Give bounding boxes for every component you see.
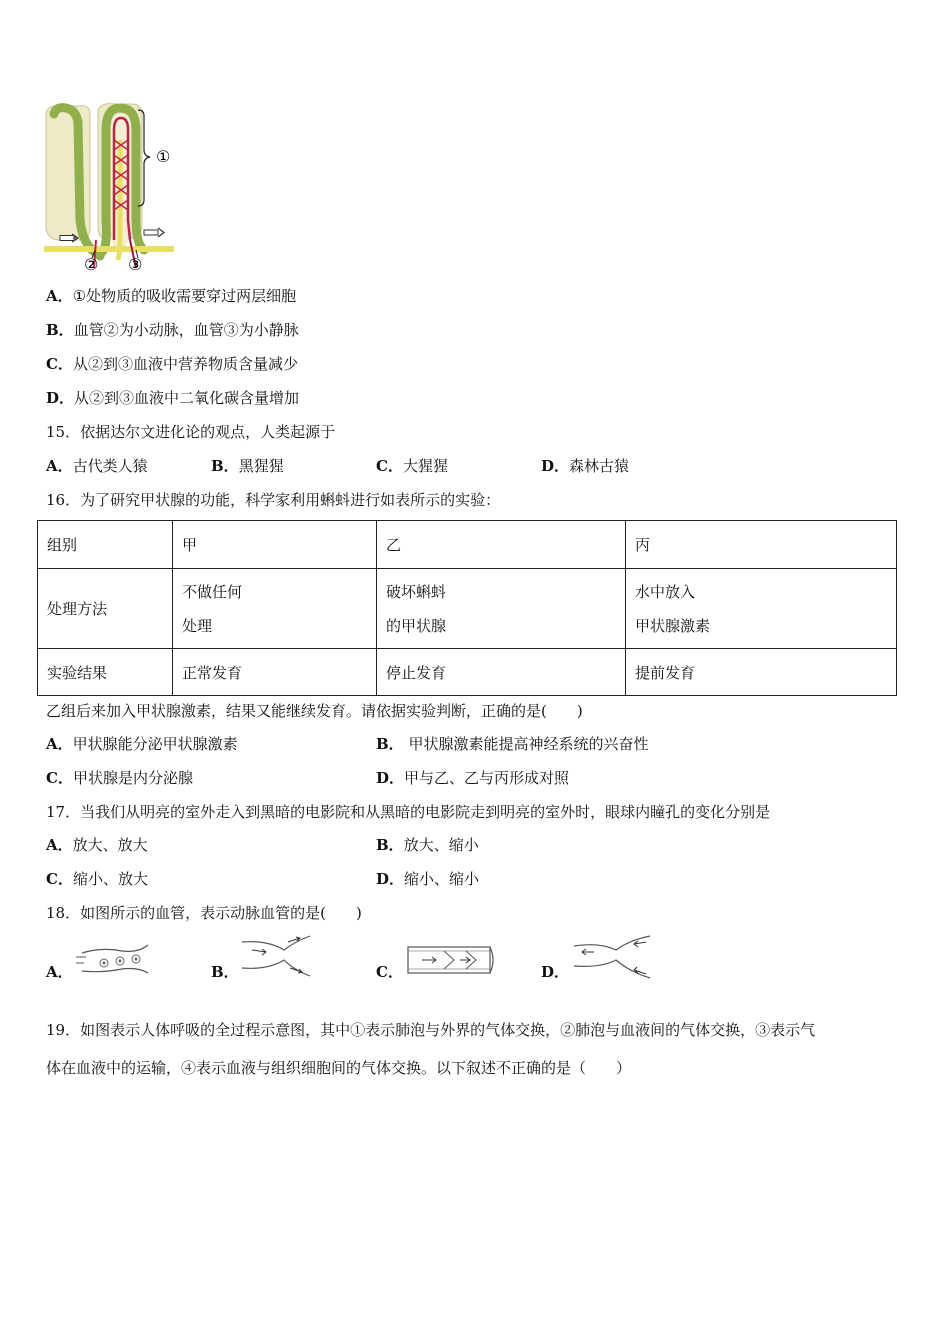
- table-cell: 正常发育: [173, 649, 377, 696]
- q19-stem-line1: 19．如图表示人体呼吸的全过程示意图，其中①表示肺泡与外界的气体交换，②肺泡与血液间的气体交换，③表示气: [46, 1021, 816, 1039]
- cell-line: 破坏蝌蚪: [386, 582, 447, 601]
- option-text: 缩小、放大: [72, 870, 148, 888]
- q16-option-c: [46, 768, 193, 788]
- q16-option-a: [46, 734, 238, 754]
- option-text: 大猩猩: [402, 457, 448, 475]
- q18-option-b-letter: B．: [211, 963, 239, 981]
- option-letter: D．: [376, 769, 405, 787]
- table-row: [38, 649, 897, 696]
- table-cell: [173, 569, 377, 649]
- option-letter: A．: [46, 735, 73, 753]
- label-1: ①: [156, 147, 171, 166]
- header-cell: 甲: [173, 521, 377, 569]
- q15-option-d: [541, 456, 629, 476]
- q15-stem: 15．依据达尔文进化论的观点，人类起源于: [46, 423, 336, 441]
- q16-stem: 16．为了研究甲状腺的功能，科学家利用蝌蚪进行如表所示的实验：: [46, 491, 501, 509]
- villus-diagram: [40, 100, 190, 278]
- q14-option-d: [46, 388, 299, 408]
- table-row: [38, 569, 897, 649]
- option-text: 黑猩猩: [238, 457, 284, 475]
- q14-option-c: [46, 354, 298, 374]
- option-letter: B．: [376, 836, 404, 854]
- q18-option-c-letter: C．: [376, 963, 403, 981]
- vessel-a-icon: [72, 935, 152, 985]
- option-text: 从②到③血液中营养物质含量减少: [72, 355, 298, 373]
- option-text: 森林古猿: [569, 457, 630, 475]
- cell-line: 处理: [182, 616, 213, 635]
- label-2: ②: [84, 255, 99, 274]
- option-text: 放大、放大: [72, 836, 148, 854]
- table-cell: 提前发育: [626, 649, 897, 696]
- q14-option-a: [46, 286, 296, 306]
- table-cell: 停止发育: [377, 649, 626, 696]
- cell-line: 甲状腺激素: [635, 616, 711, 635]
- q18-option-a-letter: A．: [46, 963, 73, 981]
- q19-stem-line2: 体在血液中的运输，④表示血液与组织细胞间的气体交换。以下叙述不正确的是（ ）: [46, 1059, 632, 1077]
- option-letter: D．: [376, 870, 405, 888]
- row-label: 实验结果: [38, 649, 173, 696]
- q18-option-d-letter: D．: [541, 963, 570, 981]
- vessel-c-icon: [404, 935, 496, 985]
- header-cell: 组别: [38, 521, 173, 569]
- table-row: [38, 521, 897, 569]
- option-letter: C．: [46, 769, 73, 787]
- q15-option-c: [376, 456, 448, 476]
- option-text: 古代类人猿: [72, 457, 148, 475]
- option-letter: D．: [46, 389, 75, 407]
- q16-option-d: [376, 768, 569, 788]
- q15-option-a: [46, 456, 148, 476]
- q15-option-b: [211, 456, 284, 476]
- option-letter: B．: [211, 457, 239, 475]
- q18-stem: 18．如图所示的血管，表示动脉血管的是( ): [46, 904, 362, 922]
- option-letter: C．: [46, 870, 73, 888]
- experiment-table: [37, 520, 897, 696]
- q17-option-d: [376, 869, 479, 889]
- cell-line: 不做任何: [182, 582, 243, 601]
- q16-after-text: 乙组后来加入甲状腺激素，结果又能继续发育。请依据实验判断，正确的是( ): [46, 702, 583, 720]
- header-cell: 丙: [626, 521, 897, 569]
- vessel-b-icon: [238, 932, 318, 982]
- option-letter: B．: [46, 321, 74, 339]
- cell-line: 的甲状腺: [386, 616, 447, 635]
- label-3: ③: [128, 255, 143, 274]
- table-cell: [377, 569, 626, 649]
- vessel-d-icon: [570, 932, 654, 982]
- q14-option-b: [46, 320, 299, 340]
- option-text: 放大、缩小: [403, 836, 479, 854]
- row-label: 处理方法: [38, 569, 173, 649]
- option-letter: A．: [46, 287, 73, 305]
- option-letter: A．: [46, 457, 73, 475]
- cell-line: 水中放入: [635, 582, 696, 601]
- option-text: 血管②为小动脉，血管③为小静脉: [73, 321, 299, 339]
- option-text: 从②到③血液中二氧化碳含量增加: [74, 389, 300, 407]
- header-cell: 乙: [377, 521, 626, 569]
- q16-option-b: [376, 734, 648, 754]
- option-text: ①处物质的吸收需要穿过两层细胞: [72, 287, 297, 305]
- q17-option-c: [46, 869, 148, 889]
- option-text: 缩小、缩小: [404, 870, 480, 888]
- table-cell: [626, 569, 897, 649]
- option-text: 甲状腺能分泌甲状腺激素: [72, 735, 238, 753]
- option-letter: B．: [376, 735, 404, 753]
- q17-option-a: [46, 835, 148, 855]
- option-letter: D．: [541, 457, 570, 475]
- option-letter: C．: [376, 457, 403, 475]
- option-text: 甲状腺激素能提高神经系统的兴奋性: [403, 735, 649, 753]
- option-letter: A．: [46, 836, 73, 854]
- q17-stem: 17．当我们从明亮的室外走入到黑暗的电影院和从黑暗的电影院走到明亮的室外时，眼球内瞳孔的变化分别是: [46, 803, 771, 821]
- option-text: 甲状腺是内分泌腺: [72, 769, 193, 787]
- q17-option-b: [376, 835, 479, 855]
- option-text: 甲与乙、乙与丙形成对照: [404, 769, 570, 787]
- option-letter: C．: [46, 355, 73, 373]
